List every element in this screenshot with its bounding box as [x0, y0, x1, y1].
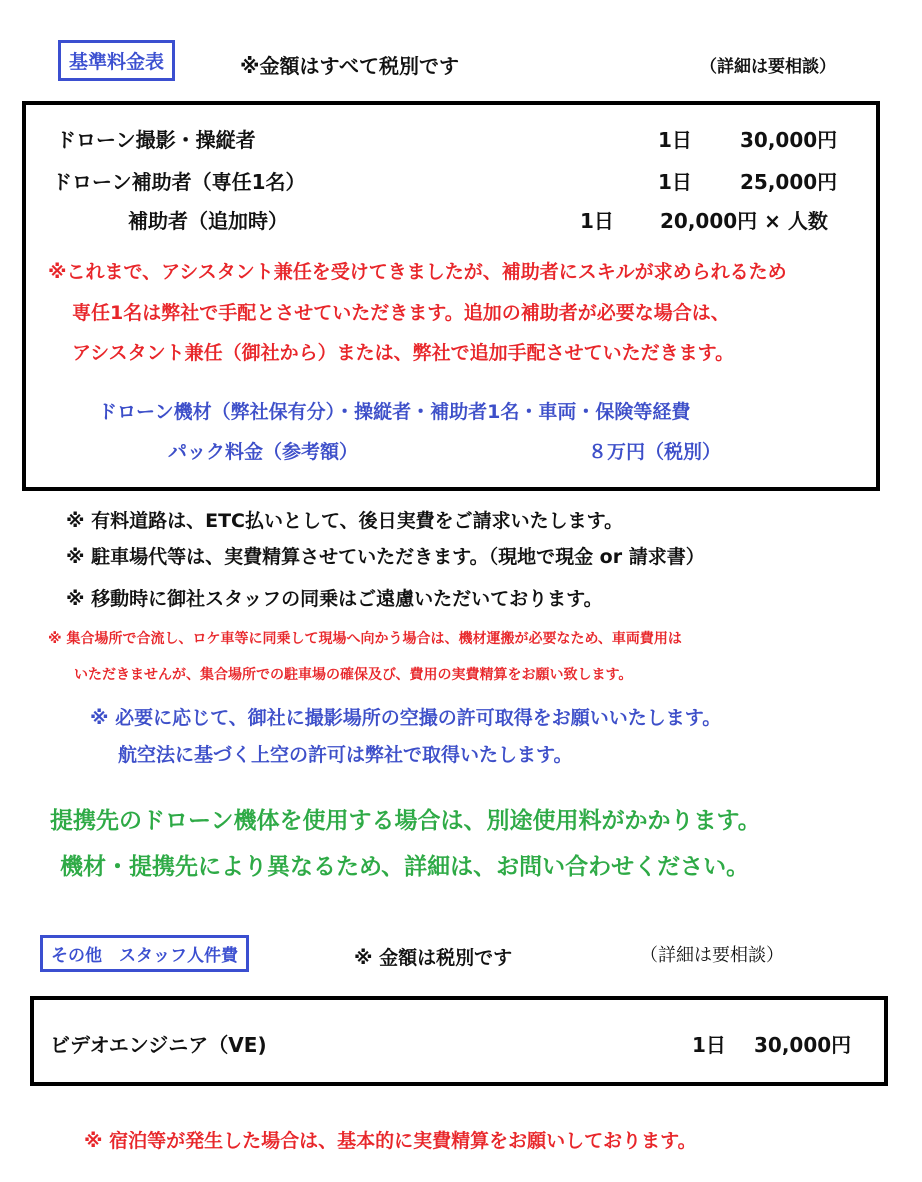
row-price-operator: 30,000円 — [740, 128, 838, 152]
row-price-additional: 20,000円 × 人数 — [660, 209, 828, 233]
pack-price: ８万円（税別） — [588, 441, 722, 463]
row-unit-additional: 1日 — [580, 209, 614, 233]
price-table-box — [22, 101, 880, 491]
section-tag-staff-cost: その他 スタッフ人件費 — [40, 935, 249, 972]
note-permission-2: 航空法に基づく上空の許可は弊社で取得いたします。 — [118, 744, 573, 766]
row-label-operator: ドローン撮影・操縦者 — [56, 128, 256, 152]
note-permission-1: ※ 必要に応じて、御社に撮影場所の空撮の許可取得をお願いいたします。 — [90, 707, 722, 729]
note-toll-road: ※ 有料道路は、ETC払いとして、後日実費をご請求いたします。 — [66, 510, 624, 532]
staff-tax-note: ※ 金額は税別です — [354, 947, 513, 969]
row-label-assistant: ドローン補助者（専任1名） — [52, 170, 306, 194]
staff-row-label: ビデオエンジニア（VE) — [50, 1033, 267, 1057]
row-price-assistant: 25,000円 — [740, 170, 838, 194]
tax-note: ※金額はすべて税別です — [240, 54, 460, 78]
row-label-additional: 補助者（追加時） — [128, 209, 288, 233]
note-partner-drone-2: 機材・提携先により異なるため、詳細は、お問い合わせください。 — [60, 854, 750, 880]
row-unit-operator: 1日 — [658, 128, 692, 152]
pack-label: パック料金（参考額） — [168, 441, 359, 463]
pack-contents: ドローン機材（弊社保有分）・操縦者・補助者1名・車両・保険等経費 — [98, 401, 691, 423]
note-meeting-point-2: いただきませんが、集合場所での駐車場の確保及び、費用の実費精算をお願い致します。 — [74, 667, 633, 683]
note-partner-drone-1: 提携先のドローン機体を使用する場合は、別途使用料がかかります。 — [50, 808, 761, 834]
staff-detail-note: （詳細は要相談） — [640, 945, 784, 966]
red-note-line-1: ※これまで、アシスタント兼任を受けてきましたが、補助者にスキルが求められるため — [48, 261, 787, 283]
footer-lodging-note: ※ 宿泊等が発生した場合は、基本的に実費精算をお願いしております。 — [84, 1130, 697, 1152]
note-staff-ride: ※ 移動時に御社スタッフの同乗はご遠慮いただいております。 — [66, 588, 603, 610]
note-parking: ※ 駐車場代等は、実費精算させていただきます。（現地で現金 or 請求書） — [66, 546, 705, 568]
note-meeting-point-1: ※ 集合場所で合流し、ロケ車等に同乗して現場へ向かう場合は、機材運搬が必要なため、車両費用は — [48, 631, 682, 647]
section-tag-base-price: 基準料金表 — [58, 40, 175, 81]
detail-note: （詳細は要相談） — [700, 57, 836, 77]
red-note-line-2: 専任1名は弊社で手配とさせていただきます。追加の補助者が必要な場合は、 — [72, 302, 730, 324]
row-unit-assistant: 1日 — [658, 170, 692, 194]
red-note-line-3: アシスタント兼任（御社から）または、弊社で追加手配させていただきます。 — [72, 342, 735, 364]
staff-row-price: 30,000円 — [754, 1033, 852, 1057]
staff-row-unit: 1日 — [692, 1033, 726, 1057]
